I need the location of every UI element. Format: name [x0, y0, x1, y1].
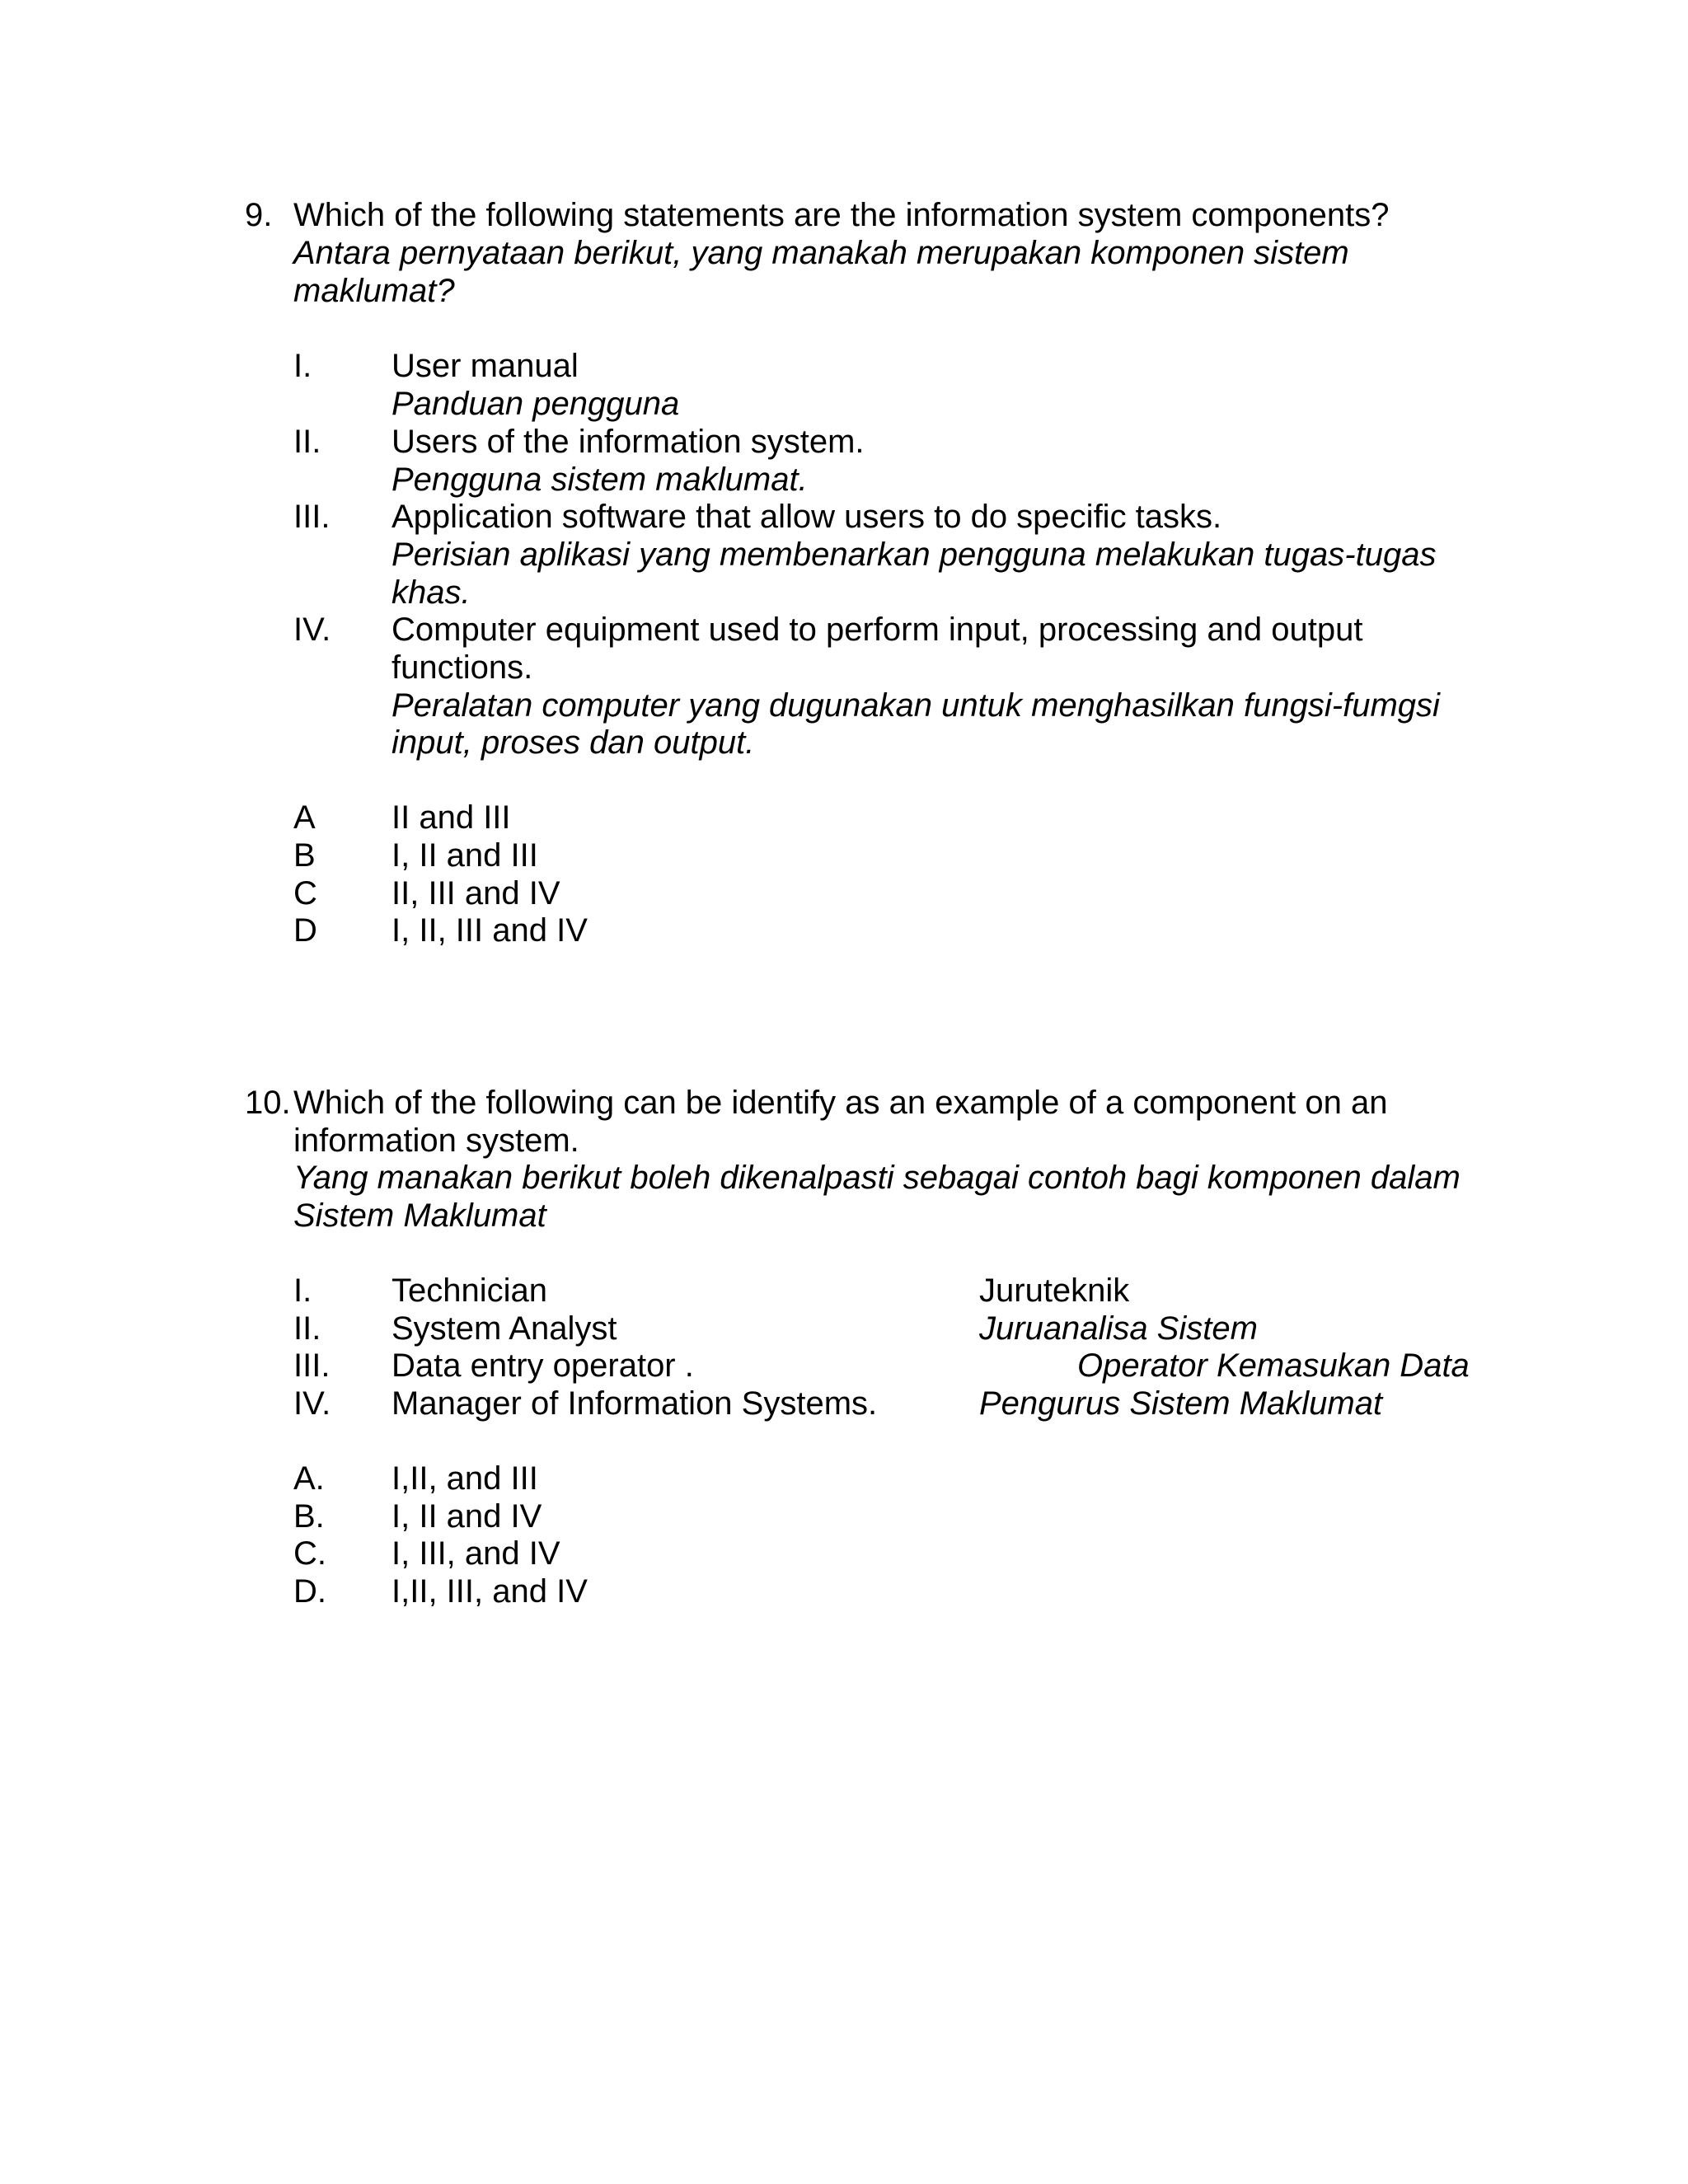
q10-item-ms: Juruteknik	[979, 1272, 1130, 1309]
q10-option-text: I, III, and IV	[392, 1535, 560, 1572]
q10-option-letter: A.	[293, 1460, 325, 1497]
q10-item-ms: Pengurus Sistem Maklumat	[979, 1385, 1383, 1422]
q10-question-en-line: Which of the following can be identify as an example of a component on an	[293, 1085, 1388, 1121]
q9-statement-num: IV.	[293, 612, 331, 648]
q9-statement-en: functions.	[392, 649, 533, 686]
q10-item-en: System Analyst	[392, 1310, 617, 1347]
q9-statement-ms: khas.	[392, 574, 471, 611]
q9-question-ms-line: Antara pernyataan berikut, yang manakah merupakan komponen sistem	[293, 235, 1349, 271]
q9-option-letter: D	[293, 912, 317, 949]
q9-option-text: II and III	[392, 799, 511, 836]
q10-number: 10.	[245, 1085, 291, 1121]
q10-item-en: Technician	[392, 1272, 548, 1309]
q10-item-en: Data entry operator .	[392, 1347, 694, 1384]
q9-question-ms-line: maklumat?	[293, 273, 455, 309]
q9-statement-en: Application software that allow users to do specific tasks.	[392, 499, 1222, 535]
q10-question-ms-line: Sistem Maklumat	[293, 1197, 546, 1234]
q9-option-text: II, III and IV	[392, 875, 560, 912]
q9-statement-ms: input, proses dan output.	[392, 724, 755, 761]
q10-option-text: I,II, and III	[392, 1460, 538, 1497]
q10-question-ms-line: Yang manakan berikut boleh dikenalpasti sebagai contoh bagi komponen dalam	[293, 1160, 1461, 1196]
q9-statement-num: III.	[293, 499, 331, 535]
q10-option-letter: C.	[293, 1535, 326, 1572]
q9-number: 9.	[245, 197, 273, 233]
q9-statement-ms: Panduan pengguna	[392, 386, 680, 422]
q9-statement-ms: Perisian aplikasi yang membenarkan pengguna melakukan tugas-tugas	[392, 537, 1437, 573]
q10-item-ms: Operator Kemasukan Data	[1077, 1347, 1470, 1384]
q10-question-en-line: information system.	[293, 1122, 579, 1159]
q9-question-en: Which of the following statements are the information system components?	[293, 197, 1390, 233]
q9-statement-num: I.	[293, 348, 312, 384]
q10-item-num: I.	[293, 1272, 312, 1309]
q9-statement-ms: Peralatan computer yang dugunakan untuk menghasilkan fungsi-fumgsi	[392, 687, 1440, 724]
q10-option-text: I, II and IV	[392, 1498, 542, 1535]
q10-option-letter: D.	[293, 1573, 326, 1610]
q9-option-letter: A	[293, 799, 316, 836]
q10-item-num: II.	[293, 1310, 321, 1347]
q10-item-en: Manager of Information Systems.	[392, 1385, 878, 1422]
q9-statement-en: Computer equipment used to perform input, processing and output	[392, 612, 1363, 648]
q9-option-letter: B	[293, 837, 316, 874]
q10-item-ms: Juruanalisa Sistem	[979, 1310, 1258, 1347]
q9-statement-ms: Pengguna sistem maklumat.	[392, 462, 808, 498]
q10-item-num: III.	[293, 1347, 331, 1384]
q9-option-text: I, II, III and IV	[392, 912, 588, 949]
q9-statement-num: II.	[293, 424, 321, 460]
q10-option-text: I,II, III, and IV	[392, 1573, 588, 1610]
q9-option-text: I, II and III	[392, 837, 538, 874]
q9-option-letter: C	[293, 875, 317, 912]
q10-item-num: IV.	[293, 1385, 331, 1422]
q10-option-letter: B.	[293, 1498, 325, 1535]
q9-statement-en: User manual	[392, 348, 579, 384]
q9-statement-en: Users of the information system.	[392, 424, 865, 460]
